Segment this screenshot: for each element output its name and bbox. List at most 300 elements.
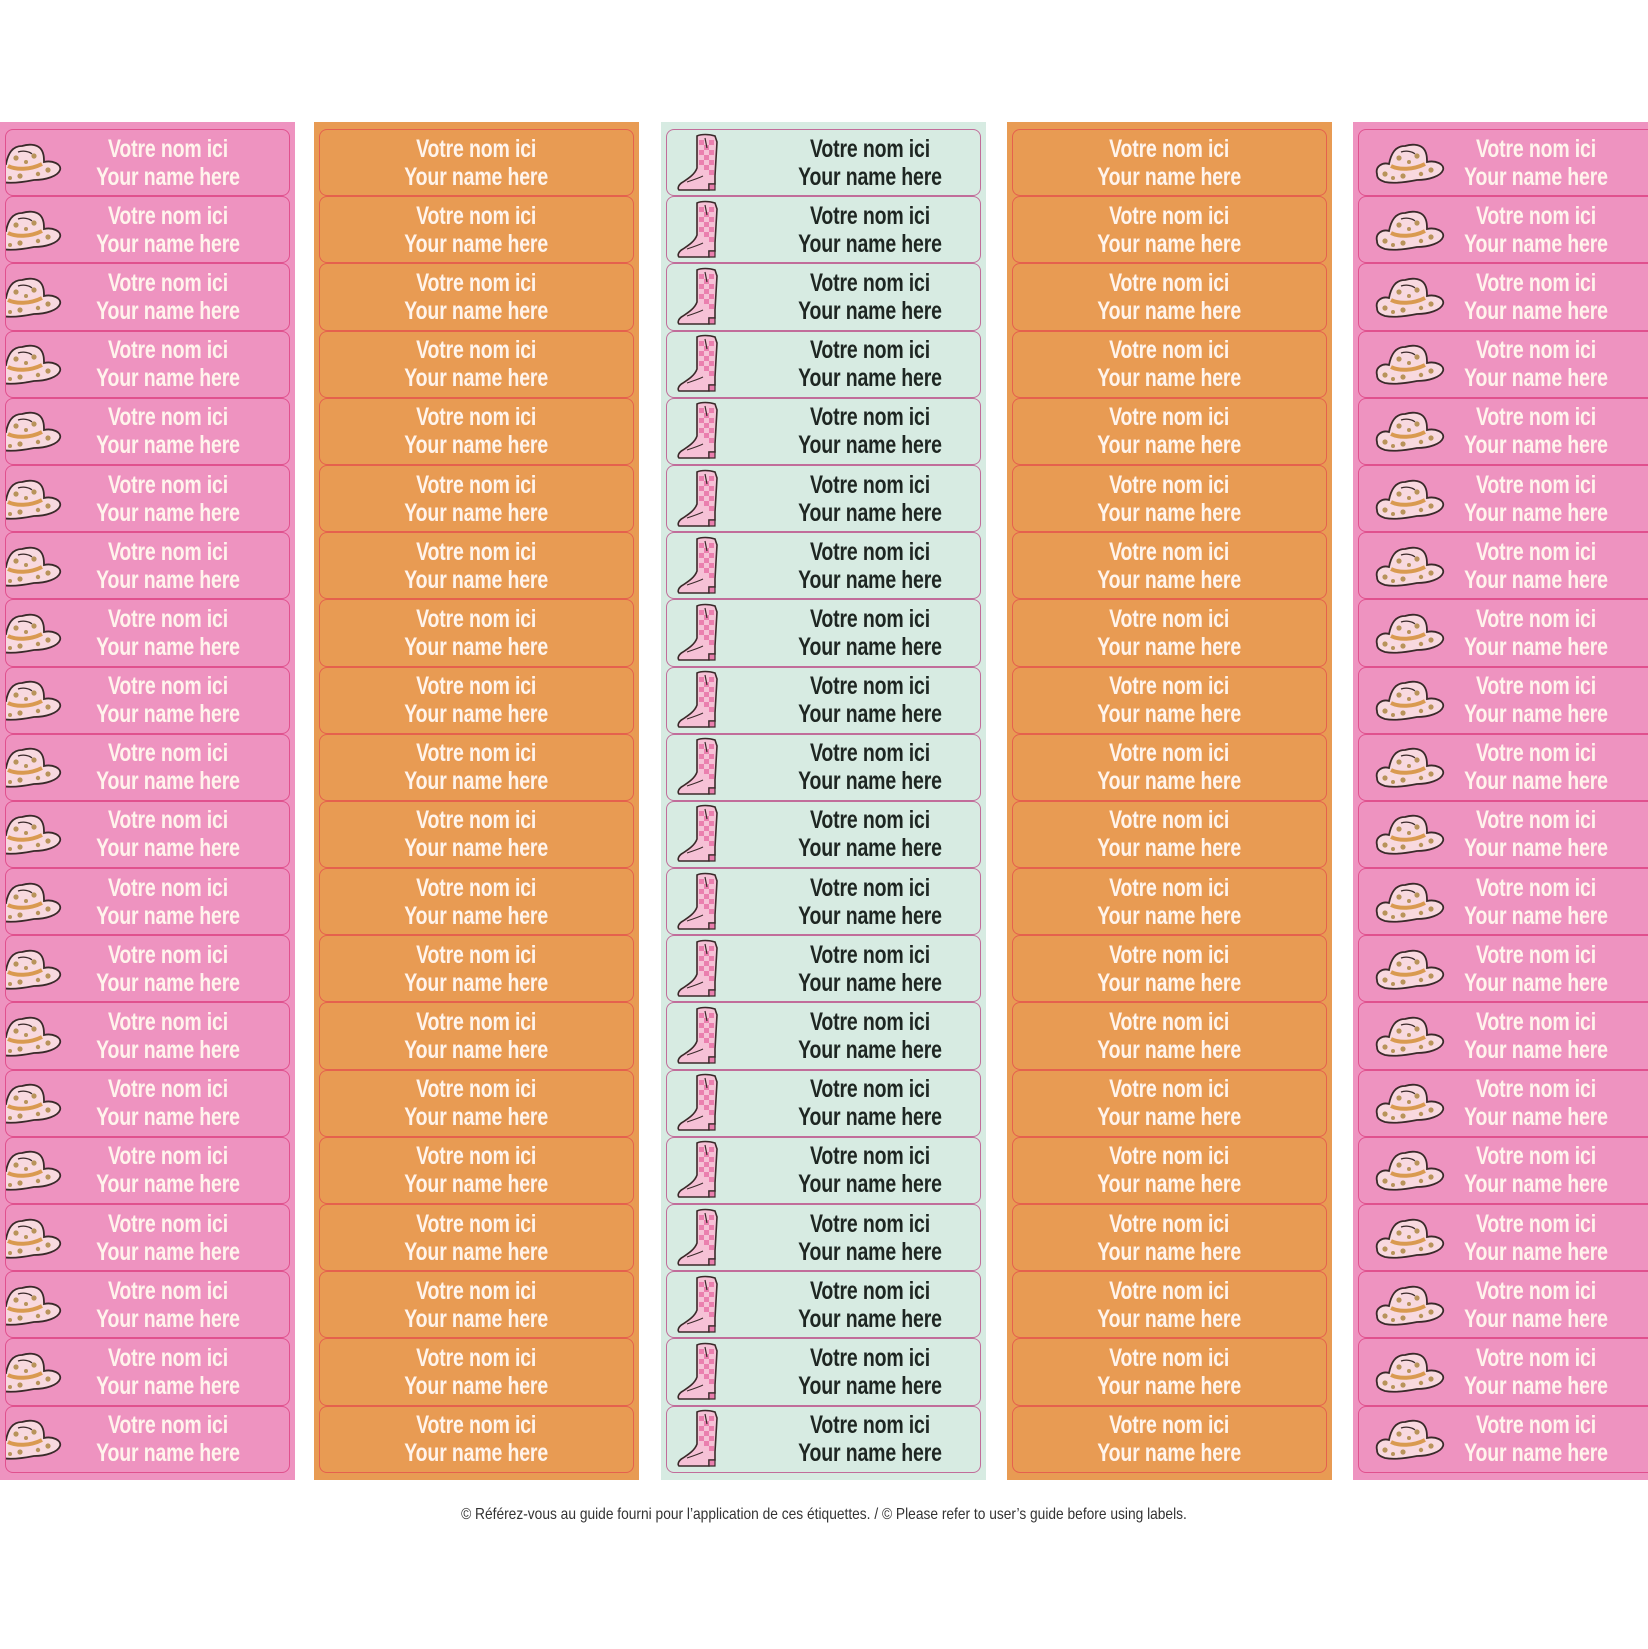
label-line-fr: Votre nom ici — [1475, 1276, 1596, 1305]
name-label[interactable] — [1358, 465, 1648, 532]
label-text — [1464, 1411, 1608, 1467]
name-label[interactable] — [1012, 1137, 1327, 1204]
label-line-fr: Votre nom ici — [809, 1075, 930, 1104]
label-line-en: Your name here — [95, 1036, 240, 1065]
label-text — [1098, 806, 1242, 862]
label-line-fr: Votre nom ici — [1109, 1209, 1230, 1238]
label-line-en: Your name here — [1463, 1103, 1608, 1132]
label-line-fr: Votre nom ici — [1109, 537, 1230, 566]
label-line-fr: Votre nom ici — [416, 403, 537, 432]
name-label[interactable] — [1358, 1204, 1648, 1271]
name-label[interactable] — [666, 868, 981, 935]
label-line-en: Your name here — [95, 1103, 240, 1132]
label-line-en: Your name here — [1463, 1371, 1608, 1400]
name-label[interactable] — [666, 1137, 981, 1204]
cowboy-hat-icon — [5, 744, 64, 790]
label-line-en: Your name here — [1463, 1439, 1608, 1468]
label-text — [1464, 672, 1608, 728]
label-line-en: Your name here — [1097, 162, 1242, 191]
label-line-fr: Votre nom ici — [1109, 940, 1230, 969]
name-label[interactable] — [666, 129, 981, 196]
cowboy-hat-icon — [1373, 1080, 1447, 1126]
label-text — [96, 538, 240, 594]
label-text — [1098, 874, 1242, 930]
cowboy-hat-icon — [1373, 610, 1447, 656]
name-label[interactable] — [1358, 532, 1648, 599]
label-line-en: Your name here — [1463, 968, 1608, 997]
label-line-en: Your name here — [797, 1103, 942, 1132]
name-label[interactable] — [666, 1338, 981, 1405]
name-label[interactable] — [666, 599, 981, 666]
label-text — [1464, 739, 1608, 795]
name-label[interactable] — [5, 667, 290, 734]
name-label[interactable] — [5, 1338, 290, 1405]
label-text — [405, 1210, 549, 1266]
label-text — [96, 1344, 240, 1400]
label-line-en: Your name here — [404, 162, 549, 191]
label-line-fr: Votre nom ici — [107, 403, 228, 432]
label-line-fr: Votre nom ici — [809, 1343, 930, 1372]
label-line-en: Your name here — [95, 162, 240, 191]
label-line-en: Your name here — [1463, 1170, 1608, 1199]
label-line-fr: Votre nom ici — [809, 470, 930, 499]
label-line-fr: Votre nom ici — [416, 940, 537, 969]
label-text — [1464, 336, 1608, 392]
label-text — [1464, 1008, 1608, 1064]
name-label[interactable] — [319, 331, 634, 398]
label-line-fr: Votre nom ici — [809, 873, 930, 902]
name-label[interactable] — [319, 1406, 634, 1473]
label-line-en: Your name here — [1097, 498, 1242, 527]
cowboy-hat-icon — [5, 408, 64, 454]
name-label[interactable] — [319, 734, 634, 801]
name-label[interactable] — [1012, 1271, 1327, 1338]
label-text — [1098, 403, 1242, 459]
label-text — [798, 403, 942, 459]
label-text — [798, 1411, 942, 1467]
name-label[interactable] — [1012, 935, 1327, 1002]
label-line-en: Your name here — [1097, 229, 1242, 258]
name-label[interactable] — [1358, 1002, 1648, 1069]
label-line-en: Your name here — [1097, 1237, 1242, 1266]
name-label[interactable] — [5, 331, 290, 398]
label-line-en: Your name here — [1463, 162, 1608, 191]
label-line-fr: Votre nom ici — [107, 1276, 228, 1305]
cowboy-hat-icon — [1373, 744, 1447, 790]
cowboy-hat-icon — [1373, 341, 1447, 387]
cowboy-hat-icon — [5, 476, 64, 522]
cowboy-boot-icon — [675, 1408, 725, 1470]
label-text — [1464, 1142, 1608, 1198]
label-line-fr: Votre nom ici — [107, 201, 228, 230]
name-label[interactable] — [5, 1406, 290, 1473]
cowboy-boot-icon — [675, 1139, 725, 1201]
label-line-fr: Votre nom ici — [1475, 134, 1596, 163]
label-line-fr: Votre nom ici — [809, 537, 930, 566]
label-line-fr: Votre nom ici — [809, 1142, 930, 1171]
name-label[interactable] — [1358, 599, 1648, 666]
name-label[interactable] — [319, 1338, 634, 1405]
label-line-fr: Votre nom ici — [809, 604, 930, 633]
name-label[interactable] — [5, 196, 290, 263]
label-text — [96, 605, 240, 661]
cowboy-hat-icon — [5, 1013, 64, 1059]
name-label[interactable] — [5, 532, 290, 599]
label-text — [1464, 605, 1608, 661]
cowboy-hat-icon — [5, 1349, 64, 1395]
cowboy-hat-icon — [1373, 274, 1447, 320]
name-label[interactable] — [1358, 398, 1648, 465]
cowboy-boot-icon — [675, 266, 725, 328]
label-line-fr: Votre nom ici — [416, 873, 537, 902]
label-line-en: Your name here — [404, 565, 549, 594]
name-label[interactable] — [319, 263, 634, 330]
name-label[interactable] — [319, 1271, 634, 1338]
label-text — [1098, 538, 1242, 594]
label-text — [1098, 1075, 1242, 1131]
label-line-fr: Votre nom ici — [107, 134, 228, 163]
label-line-fr: Votre nom ici — [1109, 1075, 1230, 1104]
label-line-fr: Votre nom ici — [416, 1142, 537, 1171]
label-line-fr: Votre nom ici — [1475, 806, 1596, 835]
cowboy-hat-icon — [1373, 1215, 1447, 1261]
name-label[interactable] — [5, 868, 290, 935]
label-text — [96, 1277, 240, 1333]
label-column-4 — [1007, 122, 1332, 1480]
label-line-fr: Votre nom ici — [107, 537, 228, 566]
label-line-en: Your name here — [797, 498, 942, 527]
label-text — [1098, 1277, 1242, 1333]
label-line-fr: Votre nom ici — [809, 336, 930, 365]
cowboy-hat-icon — [1373, 677, 1447, 723]
label-line-en: Your name here — [1097, 1439, 1242, 1468]
label-line-en: Your name here — [797, 968, 942, 997]
name-label[interactable] — [1012, 1338, 1327, 1405]
cowboy-hat-icon — [5, 677, 64, 723]
label-line-en: Your name here — [797, 1237, 942, 1266]
label-text — [798, 336, 942, 392]
name-label[interactable] — [666, 532, 981, 599]
cowboy-boot-icon — [675, 1207, 725, 1269]
label-line-en: Your name here — [1463, 632, 1608, 661]
name-label[interactable] — [1358, 1271, 1648, 1338]
label-line-fr: Votre nom ici — [1475, 1142, 1596, 1171]
name-label[interactable] — [319, 1137, 634, 1204]
name-label[interactable] — [5, 129, 290, 196]
label-text — [1098, 135, 1242, 191]
label-line-fr: Votre nom ici — [416, 1276, 537, 1305]
name-label[interactable] — [5, 599, 290, 666]
label-line-en: Your name here — [404, 632, 549, 661]
label-text — [1464, 1344, 1608, 1400]
name-label[interactable] — [319, 129, 634, 196]
label-line-fr: Votre nom ici — [1475, 1411, 1596, 1440]
name-label[interactable] — [5, 1271, 290, 1338]
name-label[interactable] — [1012, 465, 1327, 532]
name-label[interactable] — [319, 599, 634, 666]
name-label[interactable] — [1012, 331, 1327, 398]
label-line-en: Your name here — [404, 296, 549, 325]
name-label[interactable] — [1358, 1137, 1648, 1204]
label-line-en: Your name here — [404, 767, 549, 796]
name-label[interactable] — [5, 398, 290, 465]
label-text — [1098, 1344, 1242, 1400]
label-line-fr: Votre nom ici — [416, 470, 537, 499]
cowboy-boot-icon — [675, 803, 725, 865]
label-line-fr: Votre nom ici — [809, 1008, 930, 1037]
label-line-fr: Votre nom ici — [107, 336, 228, 365]
name-label[interactable] — [666, 398, 981, 465]
name-label[interactable] — [1012, 1204, 1327, 1271]
name-label[interactable] — [666, 1271, 981, 1338]
label-line-fr: Votre nom ici — [809, 134, 930, 163]
label-line-fr: Votre nom ici — [416, 806, 537, 835]
label-line-fr: Votre nom ici — [107, 1209, 228, 1238]
label-text — [1098, 941, 1242, 997]
label-line-en: Your name here — [797, 632, 942, 661]
label-line-fr: Votre nom ici — [107, 873, 228, 902]
label-line-en: Your name here — [95, 431, 240, 460]
label-line-fr: Votre nom ici — [1475, 470, 1596, 499]
label-line-en: Your name here — [1097, 296, 1242, 325]
name-label[interactable] — [666, 1406, 981, 1473]
label-line-en: Your name here — [797, 296, 942, 325]
label-text — [798, 1008, 942, 1064]
name-label[interactable] — [666, 935, 981, 1002]
name-label[interactable] — [666, 331, 981, 398]
label-text — [798, 269, 942, 325]
name-label[interactable] — [1358, 734, 1648, 801]
cowboy-boot-icon — [675, 132, 725, 194]
label-line-en: Your name here — [797, 1304, 942, 1333]
label-line-en: Your name here — [1463, 1036, 1608, 1065]
label-text — [1098, 1008, 1242, 1064]
name-label[interactable] — [5, 1002, 290, 1069]
cowboy-hat-icon — [5, 1282, 64, 1328]
label-line-fr: Votre nom ici — [1109, 1008, 1230, 1037]
label-line-en: Your name here — [797, 834, 942, 863]
cowboy-hat-icon — [1373, 1416, 1447, 1462]
label-text — [405, 471, 549, 527]
label-text — [798, 538, 942, 594]
label-text — [405, 135, 549, 191]
label-line-en: Your name here — [1463, 431, 1608, 460]
label-text — [798, 135, 942, 191]
name-label[interactable] — [666, 1002, 981, 1069]
name-label[interactable] — [1358, 196, 1648, 263]
name-label[interactable] — [1358, 667, 1648, 734]
label-text — [96, 202, 240, 258]
name-label[interactable] — [319, 1002, 634, 1069]
name-label[interactable] — [1012, 196, 1327, 263]
cowboy-hat-icon — [5, 207, 64, 253]
name-label[interactable] — [1012, 734, 1327, 801]
name-label[interactable] — [666, 465, 981, 532]
label-line-en: Your name here — [95, 498, 240, 527]
label-line-en: Your name here — [1097, 767, 1242, 796]
label-line-fr: Votre nom ici — [107, 470, 228, 499]
label-line-en: Your name here — [404, 1304, 549, 1333]
label-line-en: Your name here — [95, 767, 240, 796]
label-text — [1098, 1411, 1242, 1467]
label-text — [1464, 941, 1608, 997]
cowboy-boot-icon — [675, 535, 725, 597]
name-label[interactable] — [5, 1137, 290, 1204]
label-line-en: Your name here — [1097, 565, 1242, 594]
label-line-fr: Votre nom ici — [1475, 1209, 1596, 1238]
label-text — [798, 1210, 942, 1266]
cowboy-hat-icon — [1373, 207, 1447, 253]
name-label[interactable] — [1012, 868, 1327, 935]
label-line-en: Your name here — [404, 901, 549, 930]
name-label[interactable] — [1012, 398, 1327, 465]
label-line-en: Your name here — [1463, 767, 1608, 796]
label-text — [1464, 1277, 1608, 1333]
name-label[interactable] — [1358, 1406, 1648, 1473]
label-line-fr: Votre nom ici — [107, 1343, 228, 1372]
cowboy-hat-icon — [5, 543, 64, 589]
name-label[interactable] — [666, 196, 981, 263]
label-line-fr: Votre nom ici — [809, 940, 930, 969]
label-line-fr: Votre nom ici — [107, 940, 228, 969]
label-line-en: Your name here — [1097, 1371, 1242, 1400]
label-line-en: Your name here — [1463, 700, 1608, 729]
name-label[interactable] — [1358, 1338, 1648, 1405]
name-label[interactable] — [666, 1204, 981, 1271]
name-label[interactable] — [319, 868, 634, 935]
cowboy-boot-icon — [675, 736, 725, 798]
name-label[interactable] — [666, 801, 981, 868]
name-label[interactable] — [319, 801, 634, 868]
name-label[interactable] — [319, 667, 634, 734]
name-label[interactable] — [1012, 801, 1327, 868]
name-label[interactable] — [319, 1204, 634, 1271]
label-line-en: Your name here — [797, 767, 942, 796]
name-label[interactable] — [1012, 263, 1327, 330]
label-text — [405, 403, 549, 459]
label-line-en: Your name here — [95, 565, 240, 594]
label-line-fr: Votre nom ici — [1475, 336, 1596, 365]
label-line-en: Your name here — [404, 1036, 549, 1065]
label-line-en: Your name here — [797, 229, 942, 258]
name-label[interactable] — [5, 801, 290, 868]
name-label[interactable] — [1012, 532, 1327, 599]
label-text — [798, 1075, 942, 1131]
label-line-en: Your name here — [797, 565, 942, 594]
label-line-en: Your name here — [404, 364, 549, 393]
name-label[interactable] — [5, 1204, 290, 1271]
label-line-fr: Votre nom ici — [1475, 739, 1596, 768]
name-label[interactable] — [1358, 331, 1648, 398]
label-line-en: Your name here — [1097, 632, 1242, 661]
name-label[interactable] — [319, 1070, 634, 1137]
name-label[interactable] — [319, 935, 634, 1002]
label-line-en: Your name here — [797, 431, 942, 460]
name-label[interactable] — [1358, 935, 1648, 1002]
cowboy-hat-icon — [5, 879, 64, 925]
name-label[interactable] — [1358, 801, 1648, 868]
label-line-en: Your name here — [1097, 1304, 1242, 1333]
label-text — [1464, 135, 1608, 191]
label-text — [1464, 1075, 1608, 1131]
name-label[interactable] — [319, 532, 634, 599]
name-label[interactable] — [666, 667, 981, 734]
label-column-5 — [1353, 122, 1648, 1480]
name-label[interactable] — [666, 1070, 981, 1137]
name-label[interactable] — [319, 465, 634, 532]
name-label[interactable] — [1012, 1070, 1327, 1137]
label-line-en: Your name here — [1463, 1304, 1608, 1333]
label-text — [405, 1075, 549, 1131]
label-line-fr: Votre nom ici — [1475, 1343, 1596, 1372]
label-line-fr: Votre nom ici — [1109, 201, 1230, 230]
label-line-fr: Votre nom ici — [107, 1142, 228, 1171]
label-line-fr: Votre nom ici — [107, 1411, 228, 1440]
cowboy-hat-icon — [5, 610, 64, 656]
label-line-en: Your name here — [95, 1237, 240, 1266]
name-label[interactable] — [5, 935, 290, 1002]
name-label[interactable] — [1012, 129, 1327, 196]
label-text — [798, 672, 942, 728]
name-label[interactable] — [1012, 667, 1327, 734]
name-label[interactable] — [5, 263, 290, 330]
label-line-en: Your name here — [1097, 700, 1242, 729]
label-text — [96, 269, 240, 325]
label-line-en: Your name here — [1463, 364, 1608, 393]
name-label[interactable] — [1358, 263, 1648, 330]
label-text — [798, 605, 942, 661]
name-label[interactable] — [1012, 599, 1327, 666]
label-line-fr: Votre nom ici — [416, 537, 537, 566]
name-label[interactable] — [666, 263, 981, 330]
label-line-fr: Votre nom ici — [1109, 739, 1230, 768]
label-line-fr: Votre nom ici — [107, 1075, 228, 1104]
label-line-fr: Votre nom ici — [1109, 1411, 1230, 1440]
name-label[interactable] — [1358, 129, 1648, 196]
label-line-fr: Votre nom ici — [809, 403, 930, 432]
label-line-en: Your name here — [404, 1103, 549, 1132]
label-line-fr: Votre nom ici — [809, 672, 930, 701]
label-text — [1098, 471, 1242, 527]
label-text — [405, 806, 549, 862]
cowboy-hat-icon — [5, 1416, 64, 1462]
name-label[interactable] — [5, 465, 290, 532]
label-line-fr: Votre nom ici — [1109, 672, 1230, 701]
label-text — [798, 1344, 942, 1400]
name-label[interactable] — [1012, 1406, 1327, 1473]
cowboy-hat-icon — [1373, 1282, 1447, 1328]
label-line-fr: Votre nom ici — [1475, 403, 1596, 432]
label-text — [96, 403, 240, 459]
label-column-2 — [314, 122, 639, 1480]
name-label[interactable] — [666, 734, 981, 801]
name-label[interactable] — [1358, 1070, 1648, 1137]
name-label[interactable] — [5, 1070, 290, 1137]
cowboy-hat-icon — [5, 274, 64, 320]
name-label[interactable] — [319, 398, 634, 465]
label-text — [1098, 202, 1242, 258]
label-line-en: Your name here — [95, 1170, 240, 1199]
name-label[interactable] — [1012, 1002, 1327, 1069]
label-line-en: Your name here — [95, 700, 240, 729]
label-line-en: Your name here — [404, 229, 549, 258]
name-label[interactable] — [5, 734, 290, 801]
name-label[interactable] — [319, 196, 634, 263]
label-text — [405, 672, 549, 728]
name-label[interactable] — [1358, 868, 1648, 935]
label-text — [798, 806, 942, 862]
label-line-fr: Votre nom ici — [416, 1008, 537, 1037]
